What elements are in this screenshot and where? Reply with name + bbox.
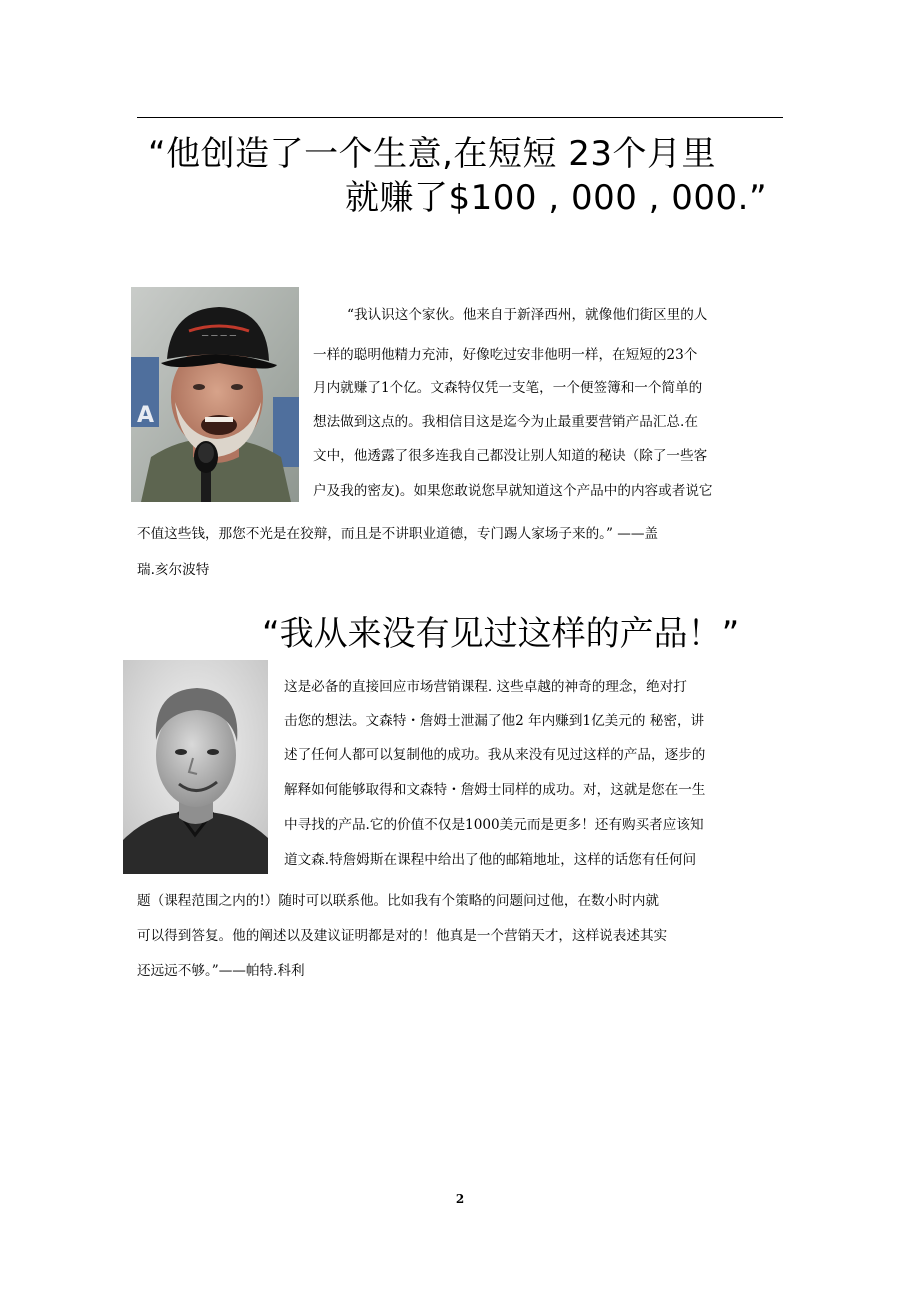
paragraph-line: 这是必备的直接回应市场营销课程. 这些卓越的神奇的理念，绝对打 xyxy=(284,679,687,695)
paragraph-line: 解释如何能够取得和文森特・詹姆士同样的成功。对，这就是您在一生 xyxy=(284,782,706,798)
paragraph-line: 想法做到这点的。我相信目这是迄今为止最重要营销产品汇总.在 xyxy=(313,414,698,430)
paragraph-line: 题（课程范围之内的!）随时可以联系他。比如我有个策略的问题问过他，在数小时内就 xyxy=(137,893,660,909)
paragraph-line: 道文森.特詹姆斯在课程中给出了他的邮箱地址，这样的话您有任何问 xyxy=(284,852,697,868)
paragraph-line: 可以得到答复。他的阐述以及建议证明都是对的！他真是一个营销天才，这样说表述其实 xyxy=(137,928,668,944)
paragraph-line: 中寻找的产品.它的价值不仅是1000美元而是更多！还有购买者应该知 xyxy=(284,817,704,833)
paragraph-line: 文中，他透露了很多连我自己都没让别人知道的秘诀（除了一些客 xyxy=(313,448,708,464)
paragraph-line: “我认识这个家伙。他来自于新泽西州，就像他们街区里的人 xyxy=(347,307,708,323)
paragraph-line: 一样的聪明他精力充沛，好像吃过安非他明一样，在短短的23个 xyxy=(313,347,698,363)
svg-text:A: A xyxy=(137,403,155,428)
paragraph-line: 击您的想法。文森特・詹姆士泄漏了他2 年内赚到1亿美元的 秘密，讲 xyxy=(284,713,705,729)
headline-1-line-2: 就赚了$100 , 000 , 000.” xyxy=(345,178,768,218)
paragraph-line: 还远远不够。”——帕特.科利 xyxy=(137,963,305,979)
paragraph-line: 户及我的密友)。如果您敢说您早就知道这个产品中的内容或者说它 xyxy=(313,483,713,499)
testimonial-1-photo xyxy=(131,287,299,502)
page-number: 2 xyxy=(455,1192,465,1206)
top-horizontal-rule xyxy=(137,117,783,118)
paragraph-line: 不值这些钱，那您不光是在狡辩，而且是不讲职业道德，专门踢人家场子来的。” ——盖 xyxy=(137,526,659,542)
headline-2: “我从来没有见过这样的产品！” xyxy=(262,614,740,654)
paragraph-line: 述了任何人都可以复制他的成功。我从来没有见过这样的产品，逐步的 xyxy=(284,747,706,763)
headline-1-line-1: “他创造了一个生意,在短短 23个月里 xyxy=(148,134,716,174)
paragraph-line: 月内就赚了1个亿。文森特仅凭一支笔，一个便签簿和一个简单的 xyxy=(313,380,703,396)
testimonial-2-photo xyxy=(123,660,268,874)
paragraph-line: 瑞.亥尔波特 xyxy=(137,562,210,578)
svg-text:— — — —: — — — — xyxy=(201,331,237,339)
